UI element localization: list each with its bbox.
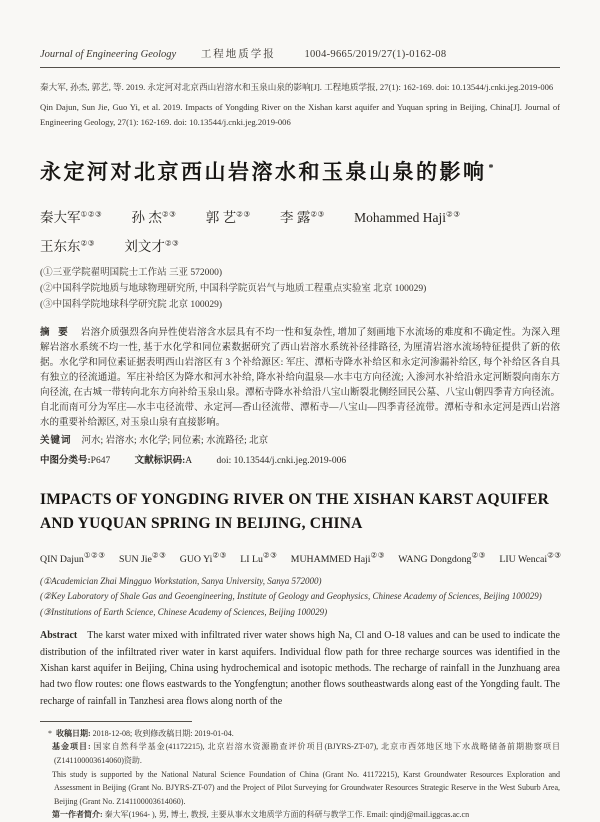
citation-block — [40, 80, 560, 130]
affiliations-cn — [40, 265, 560, 313]
title-footnote-mark: * — [488, 163, 496, 175]
journal-name-cn: 工程地质学报 — [200, 49, 276, 60]
footnotes — [40, 727, 560, 822]
abstract-en — [40, 628, 560, 709]
footnote-received-date: * 收稿日期: 2018-12-08; 收到修改稿日期: 2019-01-04. — [48, 728, 234, 738]
clc-value: P647 — [90, 455, 111, 466]
affiliation-en: (①Academician Zhai Mingguo Workstation, Sanya University, Sanya 572000) — [40, 576, 322, 586]
footnote-funding-en: This study is supported by the National Natural Science Foundation of China (Grant No. 41172215), Karst Groundwater Resources Exploration and Assessment in Beijing (Grant No. BJYRS-ZT-07) and the Project of Pilot Surveying for Groundwater Resources Strategic Reserve in the West Suburb Area, Beijing (Grant No. Z141100003614060). — [52, 769, 560, 806]
author-en: MUHAMMED Haji②③ — [290, 550, 385, 565]
author-row-2 — [40, 235, 560, 255]
citation-cn: 秦大军, 孙杰, 郭艺, 等. 2019. 永定河对北京西山岩溶水和玉泉山泉的影响[J]. 工程地质学报, 27(1): 162-169. doi: 10.13544/j.cnki.jeg.2019-006 — [40, 82, 554, 92]
doi-label: doi: — [216, 455, 232, 466]
author-en: SUN Jie②③ — [118, 550, 167, 565]
author-en: LIU Wencai②③ — [499, 550, 562, 565]
affiliation-cn: (①三亚学院翟明国院士工作站 三亚 572000) — [40, 268, 223, 279]
article-title-cn — [40, 156, 560, 186]
keywords-text: 河水; 岩溶水; 水化学; 同位素; 水流路径; 北京 — [81, 435, 269, 446]
affiliation-en: (③Institutions of Earth Science, Chinese Academy of Sciences, Beijing 100029) — [40, 606, 328, 617]
author-en: LI Lu②③ — [240, 550, 278, 565]
article-title-cn-text: 永定河对北京西山岩溶水和玉泉山泉的影响 — [40, 160, 487, 185]
clc-label: 中图分类号: — [40, 455, 91, 466]
author-cn: 孙 杰②③ — [131, 209, 177, 226]
author-cn: 郭 艺②③ — [205, 209, 251, 226]
journal-header — [40, 46, 560, 61]
abstract-label-cn: 摘 要 — [40, 327, 71, 338]
author-cn: 刘文才②③ — [124, 238, 180, 255]
author-row-1 — [40, 206, 560, 226]
affiliations-en — [40, 574, 560, 620]
citation-en: Qin Dajun, Sun Jie, Guo Yi, et al. 2019. Impacts of Yongding River on the Xishan karst aquifer and Yuquan spring in Beijing, China[J]. Journal of Engineering Geology, 27(1): 162-169. doi: 10.13544/j.cnki.jeg.2019-006 — [40, 102, 560, 128]
classification-line — [40, 452, 560, 466]
abstract-text-cn: 岩溶介质强烈各向异性使岩溶含水层具有不均一性和复杂性, 增加了刻画地下水流场的难度和不确定性。为深入理解岩溶水系统不均一性, 基于水化学和同位素数据研究了西山岩溶水系统补径排路径, 为厘清岩溶水流场特征提供了新的依据。水化学和同位素证据表明西山岩溶区有 3 个补给源区: 军庄、潭柘寺降水补给区和永定河渗漏补给区, 每个补给区各自具有独立的径流通道。军庄补给区为降水和河水补给, 降水补给向温泉—水丰屯方向径流; 入渗河水补给沿永定河断裂向南东方向径流, 在古城一带转向北东方向补给玉泉山泉。潭柘寺降水补给沿八宝山断裂北侧经回民公墓、八宝山朝四季青方向径流。自北而南可分为军庄—水丰屯径流带、永定河—香山径流带、潭柘寺—八宝山—四季青径流带。潭柘寺和永定河是西山岩溶水的重要补给源区, 对玉泉山泉有直接影响。 — [40, 327, 560, 428]
journal-name-en: Journal of Engineering Geology — [40, 49, 177, 60]
author-cn: 王东东②③ — [40, 238, 95, 255]
author-cn: 李 露②③ — [279, 209, 325, 226]
abstract-text-en: The karst water mixed with infiltrated river water shows high Na, Cl and O-18 values and can be used to indicate the distribution of the infiltrated river water in karst aquifers. Individual flow path for three recharge sources was identified in the Xishan karst aquifer in Beijing, China using hydrochemical and isotopic methods. The recharge of rainfall in the Junzhuang area had two flow routes: one flows eastwards to the Yongfengtun; another flows southeastwards along east of the Yongding fault. The recharge of rainfall in Tanzhesi area flows along north of the — [40, 630, 560, 707]
footnote-separator — [40, 721, 192, 722]
footnote-first-author-bio: 第一作者简介: 秦大军(1964- ), 男, 博士, 教授, 主要从事水文地质学方面的科研与教学工作. Email: qindj@mail.iggcas.ac.cn — [52, 810, 470, 820]
abstract-cn — [40, 326, 560, 431]
article-code: 1004-9665/2019/27(1)-0162-08 — [304, 49, 447, 60]
affiliation-cn: (③中国科学院地球科学研究院 北京 100029) — [40, 300, 223, 311]
header-divider — [40, 67, 560, 68]
author-cn: Mohammed Haji②③ — [354, 209, 461, 226]
author-en: WANG Dongdong②③ — [398, 550, 486, 565]
keywords-cn — [40, 434, 560, 449]
author-list-cn — [40, 206, 560, 255]
affiliation-cn: (②中国科学院地质与地球物理研究所, 中国科学院页岩气与地质工程重点实验室 北京 100029) — [40, 284, 427, 295]
author-en: GUO Yi②③ — [179, 550, 227, 565]
abstract-label-en: Abstract — [40, 630, 78, 642]
doc-code-label: 文献标识码: — [134, 455, 186, 466]
keywords-label: 关键词 — [40, 435, 72, 446]
footnote-funding-cn: 基金项目: 国家自然科学基金(41172215), 北京岩溶水资源勘查评价项目(BJYRS-ZT-07), 北京市西郊地区地下水战略储备前期勘察项目(Z141100003614060)资助. — [52, 742, 561, 766]
affiliation-en: (②Key Laboratory of Shale Gas and Geoengineering, Institute of Geology and Geophysics, Chinese Academy of Sciences, Beijing 100029) — [40, 591, 542, 602]
author-list-en — [40, 551, 560, 565]
doi-value: 10.13544/j.cnki.jeg.2019-006 — [233, 455, 347, 466]
author-cn: 秦大军①②③ — [40, 209, 103, 226]
author-en: QIN Dajun①②③ — [40, 550, 106, 565]
article-title-en: IMPACTS OF YONGDING RIVER ON THE XISHAN KARST AQUIFER AND YUQUAN SPRING IN BEIJING, CHINA — [40, 490, 549, 532]
doc-code-value: A — [185, 455, 193, 466]
